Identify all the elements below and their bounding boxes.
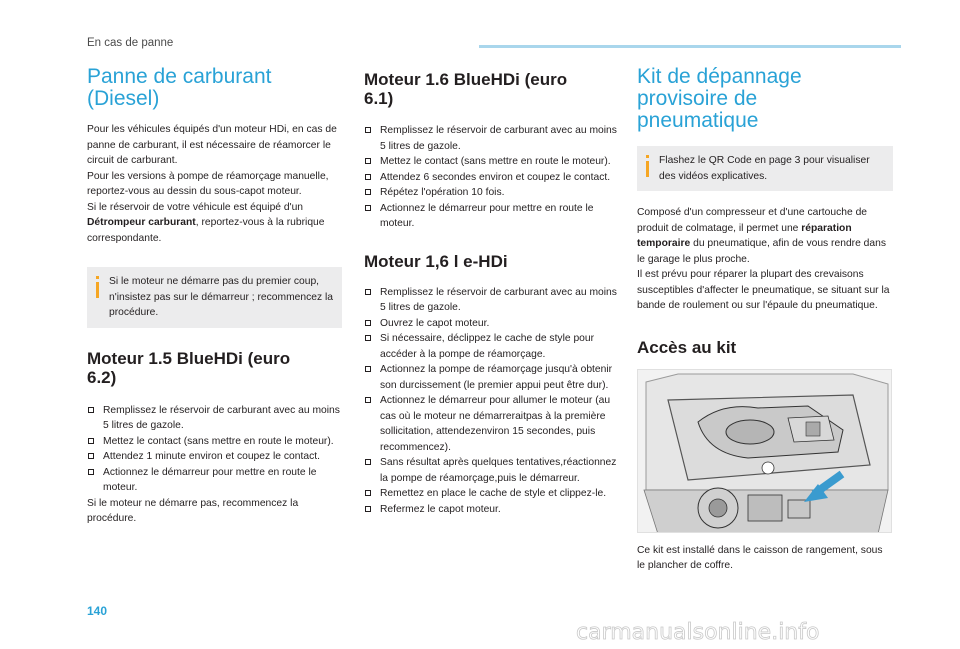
- checkbox-bullet-icon: [365, 320, 371, 326]
- checkbox-bullet-icon: [365, 189, 371, 195]
- checkbox-bullet-icon: [365, 459, 371, 465]
- column-engines: [364, 60, 618, 517]
- checkbox-bullet-icon: [365, 490, 371, 496]
- header-bar: [479, 45, 901, 48]
- checkbox-bullet-icon: [88, 438, 94, 444]
- trunk-illustration-svg: [638, 370, 892, 533]
- checkbox-bullet-icon: [365, 158, 371, 164]
- checkbox-bullet-icon: [365, 174, 371, 180]
- column-tyre-kit: [637, 60, 893, 574]
- list-item: Mettez le contact (sans mettre en route le moteur).: [87, 434, 342, 450]
- list-item: Remplissez le réservoir de carburant avec au moins 5 litres de gazole.: [364, 285, 618, 316]
- checkbox-bullet-icon: [88, 469, 94, 475]
- checkbox-bullet-icon: [365, 127, 371, 133]
- heading-moteur-15-bluehdi: Moteur 1.5 BlueHDi (euro 6.2): [87, 348, 291, 387]
- list-item: Actionnez la pompe de réamorçage jusqu'à obtenir son durcissement (le premier appui peut être dur).: [364, 362, 618, 393]
- list-item: Répétez l'opération 10 fois.: [364, 185, 618, 201]
- watermark-logo: [576, 618, 916, 644]
- checkbox-bullet-icon: [88, 407, 94, 413]
- list-item: Actionnez le démarreur pour mettre en route le moteur.: [87, 465, 342, 496]
- steps-list-15-bluehdi: [87, 403, 342, 496]
- steps-list-16-bluehdi: [364, 123, 618, 232]
- steps-list-16-ehdi: [364, 285, 618, 518]
- outro-paragraph: Si le moteur ne démarre pas, recommencez la procédure.: [87, 497, 299, 524]
- list-item: Si nécessaire, déclippez le cache de style pour accéder à la pompe de réamorçage.: [364, 331, 618, 362]
- info-icon: [96, 276, 99, 298]
- page-number: 140: [87, 604, 108, 618]
- bold-term-detrompeur: Détrompeur carburant: [87, 217, 196, 228]
- list-item: Sans résultat après quelques tentatives,réactionnez la pompe de réamorçage,puis le démarreur.: [364, 455, 618, 486]
- heading-panne-carburant: Panne de carburant (Diesel): [87, 65, 272, 110]
- section-title: En cas de panne: [87, 37, 174, 49]
- info-note-retry: Si le moteur ne démarre pas du premier coup, n'insistez pas sur le démarreur ; recommencez la procédure.: [87, 267, 342, 328]
- checkbox-bullet-icon: [365, 366, 371, 372]
- kit-description: Composé d'un compresseur et d'une cartouche de produit de colmatage, il permet une réparation temporaire du pneumatique, afin de vous rendre dans le garage le plus proche. Il est prévu pour réparer la plupart des crevaisons susceptibles d'affecter le pneumatique, se situant sur la bande de roulement ou sur l'épaule du pneumatique.: [637, 207, 890, 311]
- list-item: Actionnez le démarreur pour mettre en route le moteur.: [364, 201, 618, 232]
- intro-paragraph: Pour les véhicules équipés d'un moteur HDi, en cas de panne de carburant, il est nécessaire de réamorcer le circuit de carburant. Pour les versions à pompe de réamorçage manuelle, reportez-vous au dessin du sous-capot moteur. Si le réservoir de votre véhicule est équipé d'un Détrompeur carburant, reportez-vous à la rubrique correspondante.: [87, 124, 337, 244]
- checkbox-bullet-icon: [365, 289, 371, 295]
- list-item: Mettez le contact (sans mettre en route le moteur).: [364, 154, 618, 170]
- heading-moteur-16-ehdi: Moteur 1,6 l e-HDi: [364, 251, 508, 271]
- checkbox-bullet-icon: [365, 205, 371, 211]
- checkbox-bullet-icon: [88, 453, 94, 459]
- heading-kit-depannage: Kit de dépannage provisoire de pneumatique: [637, 65, 802, 132]
- list-item: Remettez en place le cache de style et clippez-le.: [364, 486, 618, 502]
- info-note-qr: Flashez le QR Code en page 3 pour visualiser des vidéos explicatives.: [637, 146, 893, 191]
- list-item: Refermez le capot moteur.: [364, 502, 618, 518]
- heading-moteur-16-bluehdi: Moteur 1.6 BlueHDi (euro 6.1): [364, 70, 568, 108]
- checkbox-bullet-icon: [365, 335, 371, 341]
- list-item: Attendez 6 secondes environ et coupez le contact.: [364, 170, 618, 186]
- list-item: Actionnez le démarreur pour allumer le moteur (au cas où le moteur ne démarreraitpas à la première sollicitation, attendezenviron 15 secondes, puis recommencez).: [364, 393, 618, 455]
- svg-text:carmanualsonline.info: carmanualsonline.info: [576, 620, 820, 644]
- heading-acces-kit: Accès au kit: [637, 337, 737, 357]
- checkbox-bullet-icon: [365, 506, 371, 512]
- list-item: Attendez 1 minute environ et coupez le contact.: [87, 449, 342, 465]
- trunk-kit-illustration: [637, 369, 892, 533]
- list-item: Ouvrez le capot moteur.: [364, 316, 618, 332]
- info-icon: [646, 155, 649, 177]
- kit-caption: Ce kit est installé dans le caisson de rangement, sous le plancher de coffre.: [637, 544, 883, 571]
- column-fuel-diesel: [87, 60, 342, 527]
- list-item: Remplissez le réservoir de carburant avec au moins 5 litres de gazole.: [364, 123, 618, 154]
- list-item: Remplissez le réservoir de carburant avec au moins 5 litres de gazole.: [87, 403, 342, 434]
- checkbox-bullet-icon: [365, 397, 371, 403]
- bold-term-reparation: réparation temporaire: [637, 222, 852, 249]
